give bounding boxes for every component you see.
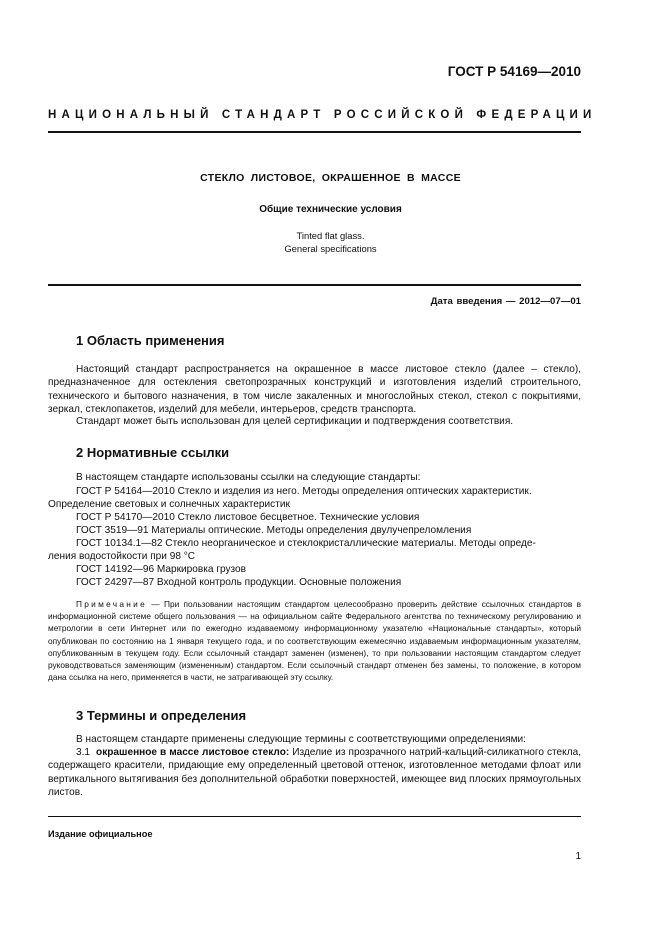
term-definition	[48, 746, 581, 799]
national-standard-banner: НАЦИОНАЛЬНЫЙ СТАНДАРТ РОССИЙСКОЙ ФЕДЕРАЦИИ	[48, 109, 597, 121]
note-label: Примечание	[76, 599, 148, 609]
scope-paragraph-text: Настоящий стандарт распространяется на окрашенное в массе листовое стекло (далее – стекло), предназначенное для остекления светопрозрачных конструкций и изготовления изделий строительного, технического и бытового назначения, в том числе закаленных и многослойных стекол, стекол с покрытиями, зеркал, стеклопакетов, изделий для мебели, интерьеров, средств транспорта.	[48, 364, 581, 415]
references-note	[48, 598, 581, 683]
reference-item-continued: ления водостойкости при 98 °С	[48, 551, 196, 562]
section-heading-references: 2 Нормативные ссылки	[76, 445, 230, 460]
reference-item: ГОСТ Р 54164—2010 Стекло и изделия из него. Методы определения оптических характеристик.	[76, 486, 532, 497]
gost-number: ГОСТ Р 54169—2010	[447, 64, 581, 79]
footer-rule	[48, 816, 581, 817]
title-rule	[48, 284, 581, 286]
official-edition-label: Издание официальное	[48, 829, 153, 839]
document-subtitle: Общие технические условия	[259, 204, 402, 215]
reference-item: ГОСТ 10134.1—82 Стекло неорганическое и стеклокристаллические материалы. Методы опреде-	[76, 538, 536, 549]
header-rule	[48, 131, 581, 133]
introduction-date: Дата введения — 2012—07—01	[430, 296, 581, 307]
references-intro: В настоящем стандарте использованы ссылки на следующие стандарты:	[76, 472, 421, 483]
note-text: — При пользовании настоящим стандартом целесообразно проверить действие ссылочных стандартов в информационной системе общего пользования — на официальном сайте Федерального агентства по техническому регулированию и метрологии в сети Интернет или по ежегодно издаваемому информационному указателю «Национальные стандарты», который опубликован по состоянию на 1 января текущего года, и по соответствующим ежемесячно издаваемым информационным указателям, опубликованным в текущем году. Если ссылочный стандарт заменен (изменен), то при пользовании настоящим стандартом следует руководствоваться заменяющим (измененным) стандартом. Если ссылочный стандарт отменен без замены, то положение, в котором дана ссылка на него, применяется в части, не затрагивающей эту ссылку.	[48, 599, 581, 683]
document-title: СТЕКЛО ЛИСТОВОЕ, ОКРАШЕННОЕ В МАССЕ	[200, 172, 461, 184]
certification-paragraph: Стандарт может быть использован для целей сертификации и подтверждения соответствия.	[76, 416, 514, 427]
english-title-line2: General specifications	[284, 243, 377, 254]
section-heading-scope: 1 Область применения	[76, 333, 225, 348]
reference-item: ГОСТ Р 54170—2010 Стекло листовое бесцветное. Технические условия	[76, 512, 420, 523]
reference-item: ГОСТ 24297—87 Входной контроль продукции. Основные положения	[76, 577, 402, 588]
page-number: 1	[575, 851, 581, 862]
term-name: окрашенное в массе листовое стекло:	[96, 747, 290, 758]
reference-item: ГОСТ 14192—96 Маркировка грузов	[76, 564, 247, 575]
terms-intro: В настоящем стандарте применены следующие термины с соответствующими определениями:	[76, 734, 526, 745]
term-number: 3.1	[76, 747, 91, 758]
english-title-line1: Tinted flat glass.	[296, 230, 365, 241]
reference-item: ГОСТ 3519—91 Материалы оптические. Методы определения двулучепреломления	[76, 525, 472, 536]
scope-paragraph	[48, 363, 581, 416]
section-heading-terms: 3 Термины и определения	[76, 708, 247, 723]
reference-item-continued: Определение световых и солнечных характеристик	[48, 499, 290, 510]
term-definition-text: Изделие из прозрачного натрий-кальций-силикатного стекла, содержащего красители, придающие ему определенный цветовой оттенок, изготовленное методами флоат или вертикального вытягивания без дополнительной обработки поверхностей, имеющее вид плоских прямоугольных листов.	[48, 747, 582, 798]
